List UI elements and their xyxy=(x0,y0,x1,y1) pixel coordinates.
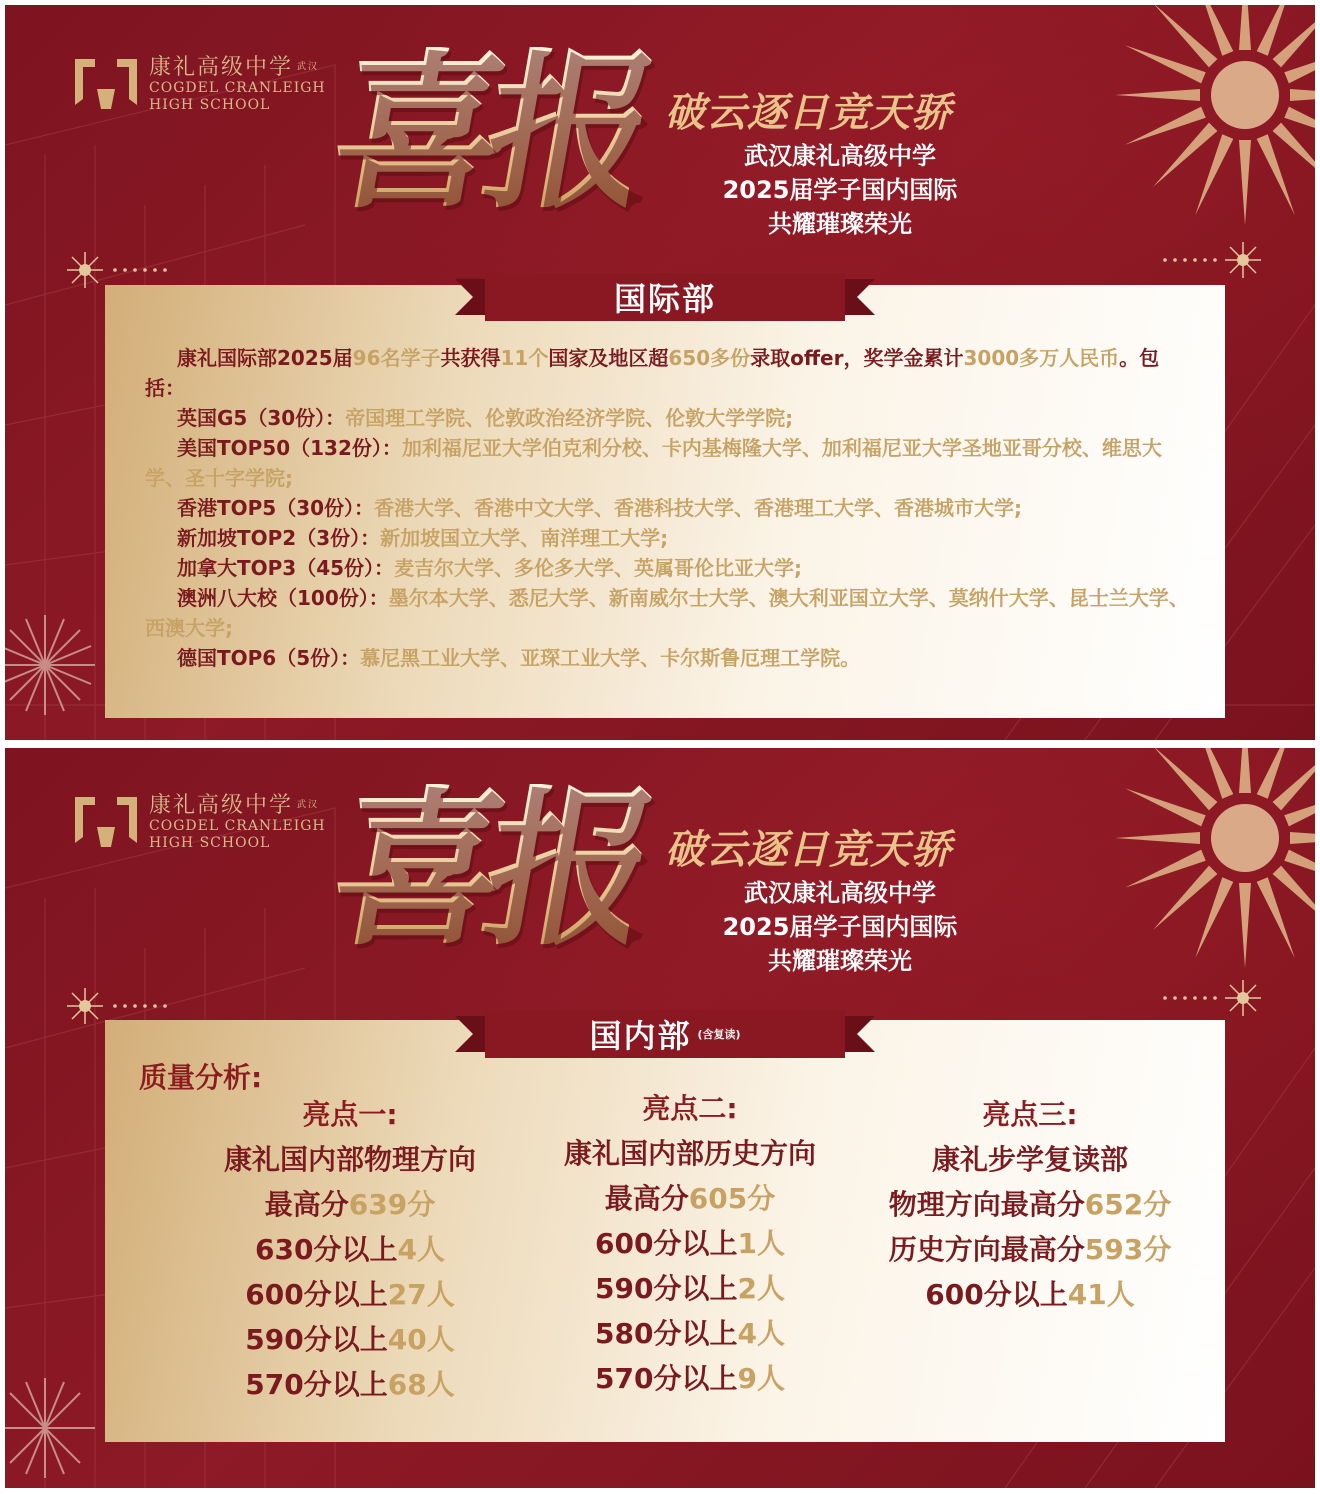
region-schools: 加利福尼亚大学伯克利分校、卡内基梅隆大学、加利福尼亚大学圣地亚哥分校、维思大学、圣十字学院; xyxy=(145,436,1162,490)
region-schools: 麦吉尔大学、多伦多大学、英属哥伦比亚大学; xyxy=(394,556,803,580)
intro-highlight: 650多份 xyxy=(668,346,751,370)
score-row xyxy=(185,1272,515,1317)
score-value: 593分 xyxy=(1084,1233,1172,1266)
quality-analysis-title: 质量分析: xyxy=(139,1061,263,1094)
intro-text: 录取offer，奖学金累计 xyxy=(750,346,964,370)
score-label: 570分以上 xyxy=(245,1368,388,1401)
region-schools: 帝国理工学院、伦敦政治经济学院、伦敦大学学院; xyxy=(345,406,794,430)
highlight-head: 亮点二: xyxy=(642,1092,738,1125)
international-results-card xyxy=(105,285,1225,718)
school-crest-icon xyxy=(73,55,139,113)
subtitle-line: 武汉康礼高级中学 xyxy=(744,142,936,170)
subtitle-block xyxy=(645,139,1035,241)
region-item xyxy=(145,403,1195,433)
xibao-headline: 喜报 xyxy=(317,32,657,232)
logo-city: 武汉 xyxy=(297,800,320,811)
domestic-ribbon xyxy=(455,1010,875,1058)
region-schools: 慕尼黑工业大学、亚琛工业大学、卡尔斯鲁厄理工学院。 xyxy=(360,646,861,670)
score-label: 物理方向最高分 xyxy=(888,1188,1085,1221)
sun-rays-decoration xyxy=(1095,5,1315,235)
region-label: 澳洲八大校（100份）： xyxy=(177,586,389,610)
score-value: 605分 xyxy=(688,1182,776,1215)
region-label: 英国G5（30份）： xyxy=(177,406,346,430)
region-item xyxy=(145,493,1195,523)
region-label: 加拿大TOP3（45份）： xyxy=(177,556,395,580)
highlight-name: 康礼步学复读部 xyxy=(931,1143,1128,1176)
highlight-columns xyxy=(185,1092,1195,1407)
ribbon-title-text: 国内部 xyxy=(589,1017,692,1055)
subtitle-line: 2025届学子国内国际 xyxy=(722,176,958,204)
logo-city: 武汉 xyxy=(297,62,320,73)
score-label: 最高分 xyxy=(264,1188,349,1221)
region-label: 香港TOP5（30份）： xyxy=(177,496,375,520)
score-value: 4人 xyxy=(737,1317,785,1350)
logo-english-line1: COGDEL CRANLEIGH xyxy=(149,79,326,96)
score-value: 41人 xyxy=(1067,1278,1135,1311)
subtitle-line: 共耀璀璨荣光 xyxy=(768,947,912,975)
region-label: 美国TOP50（132份）： xyxy=(177,436,402,460)
score-row xyxy=(185,1362,515,1407)
firework-burst-left xyxy=(5,605,95,725)
score-row xyxy=(525,1221,855,1266)
firework-dots-right xyxy=(1155,240,1265,280)
score-label: 630分以上 xyxy=(255,1233,398,1266)
highlight-column-physics xyxy=(185,1092,515,1407)
highlight-column-repeat xyxy=(865,1092,1195,1407)
score-label: 600分以上 xyxy=(925,1278,1068,1311)
subtitle-line: 2025届学子国内国际 xyxy=(722,913,958,941)
logo-english-line1: COGDEL CRANLEIGH xyxy=(149,817,326,834)
highlight-column-history xyxy=(525,1086,855,1407)
intro-text: 共获得 xyxy=(440,346,501,370)
international-poster-panel xyxy=(5,5,1315,740)
score-label: 590分以上 xyxy=(595,1272,738,1305)
score-value: 40人 xyxy=(387,1323,455,1356)
subtitle-block xyxy=(645,876,1035,978)
score-value: 2人 xyxy=(737,1272,785,1305)
region-schools: 墨尔本大学、悉尼大学、新南威尔士大学、澳大利亚国立大学、莫纳什大学、昆士兰大学、西澳大学; xyxy=(145,586,1189,640)
intro-highlight: 3000多万人民币 xyxy=(963,346,1120,370)
region-item xyxy=(145,553,1195,583)
intro-highlight: 96名学子 xyxy=(352,346,441,370)
slogan: 破云逐日竞天骄 xyxy=(665,827,952,873)
score-row xyxy=(525,1266,855,1311)
score-value: 639分 xyxy=(348,1188,436,1221)
score-value: 1人 xyxy=(737,1227,785,1260)
intro-highlight: 11个 xyxy=(500,346,549,370)
highlight-head: 亮点三: xyxy=(982,1098,1078,1131)
score-row xyxy=(525,1356,855,1401)
score-row xyxy=(185,1227,515,1272)
slogan: 破云逐日竞天骄 xyxy=(665,90,952,136)
logo-english-line2: HIGH SCHOOL xyxy=(149,96,271,113)
score-label: 590分以上 xyxy=(245,1323,388,1356)
region-schools: 香港大学、香港中文大学、香港科技大学、香港理工大学、香港城市大学; xyxy=(374,496,1023,520)
score-value: 4人 xyxy=(397,1233,445,1266)
intro-text: 。包括： xyxy=(145,346,1160,400)
international-results-text xyxy=(145,343,1195,673)
score-value: 27人 xyxy=(387,1278,455,1311)
school-crest-icon xyxy=(73,793,139,851)
score-row xyxy=(185,1317,515,1362)
region-item xyxy=(145,583,1195,643)
region-label: 新加坡TOP2（3份）： xyxy=(177,526,381,550)
score-row xyxy=(525,1311,855,1356)
region-item xyxy=(145,643,1195,673)
logo-chinese-name: 康礼高级中学 xyxy=(149,54,294,80)
highlight-name: 康礼国内部历史方向 xyxy=(563,1137,816,1170)
score-row xyxy=(865,1182,1195,1227)
firework-burst-left xyxy=(5,1368,95,1488)
score-label: 600分以上 xyxy=(595,1227,738,1260)
score-value: 68人 xyxy=(387,1368,455,1401)
score-label: 历史方向最高分 xyxy=(888,1233,1085,1266)
xibao-headline: 喜报 xyxy=(317,769,657,969)
logo-english-line2: HIGH SCHOOL xyxy=(149,834,271,851)
ribbon-note: (含复读) xyxy=(697,1028,741,1041)
score-row xyxy=(185,1182,515,1227)
ribbon-title: 国际部 xyxy=(613,280,716,318)
domestic-results-card xyxy=(105,1020,1225,1442)
score-label: 570分以上 xyxy=(595,1362,738,1395)
school-logo xyxy=(73,793,326,851)
region-item xyxy=(145,523,1195,553)
score-label: 580分以上 xyxy=(595,1317,738,1350)
score-row xyxy=(865,1272,1195,1317)
logo-chinese-name: 康礼高级中学 xyxy=(149,792,294,818)
intro-paragraph xyxy=(145,343,1195,403)
intro-text: 康礼国际部2025届 xyxy=(177,346,353,370)
score-value: 9人 xyxy=(737,1362,785,1395)
school-logo xyxy=(73,55,326,113)
score-row xyxy=(525,1176,855,1221)
score-label: 最高分 xyxy=(604,1182,689,1215)
domestic-poster-panel xyxy=(5,748,1315,1488)
subtitle-line: 武汉康礼高级中学 xyxy=(744,879,936,907)
firework-dots-left xyxy=(65,250,175,290)
international-ribbon xyxy=(455,273,875,321)
region-schools: 新加坡国立大学、南洋理工大学; xyxy=(380,526,669,550)
ribbon-title xyxy=(455,1010,875,1058)
score-label: 600分以上 xyxy=(245,1278,388,1311)
intro-text: 国家及地区超 xyxy=(548,346,669,370)
highlight-name: 康礼国内部物理方向 xyxy=(223,1143,476,1176)
subtitle-line: 共耀璀璨荣光 xyxy=(768,210,912,238)
region-label: 德国TOP6（5份）： xyxy=(177,646,361,670)
score-value: 652分 xyxy=(1084,1188,1172,1221)
region-item xyxy=(145,433,1195,493)
highlight-head: 亮点一: xyxy=(302,1098,398,1131)
score-row xyxy=(865,1227,1195,1272)
sun-rays-decoration xyxy=(1095,748,1315,978)
firework-dots-right xyxy=(1155,978,1265,1018)
